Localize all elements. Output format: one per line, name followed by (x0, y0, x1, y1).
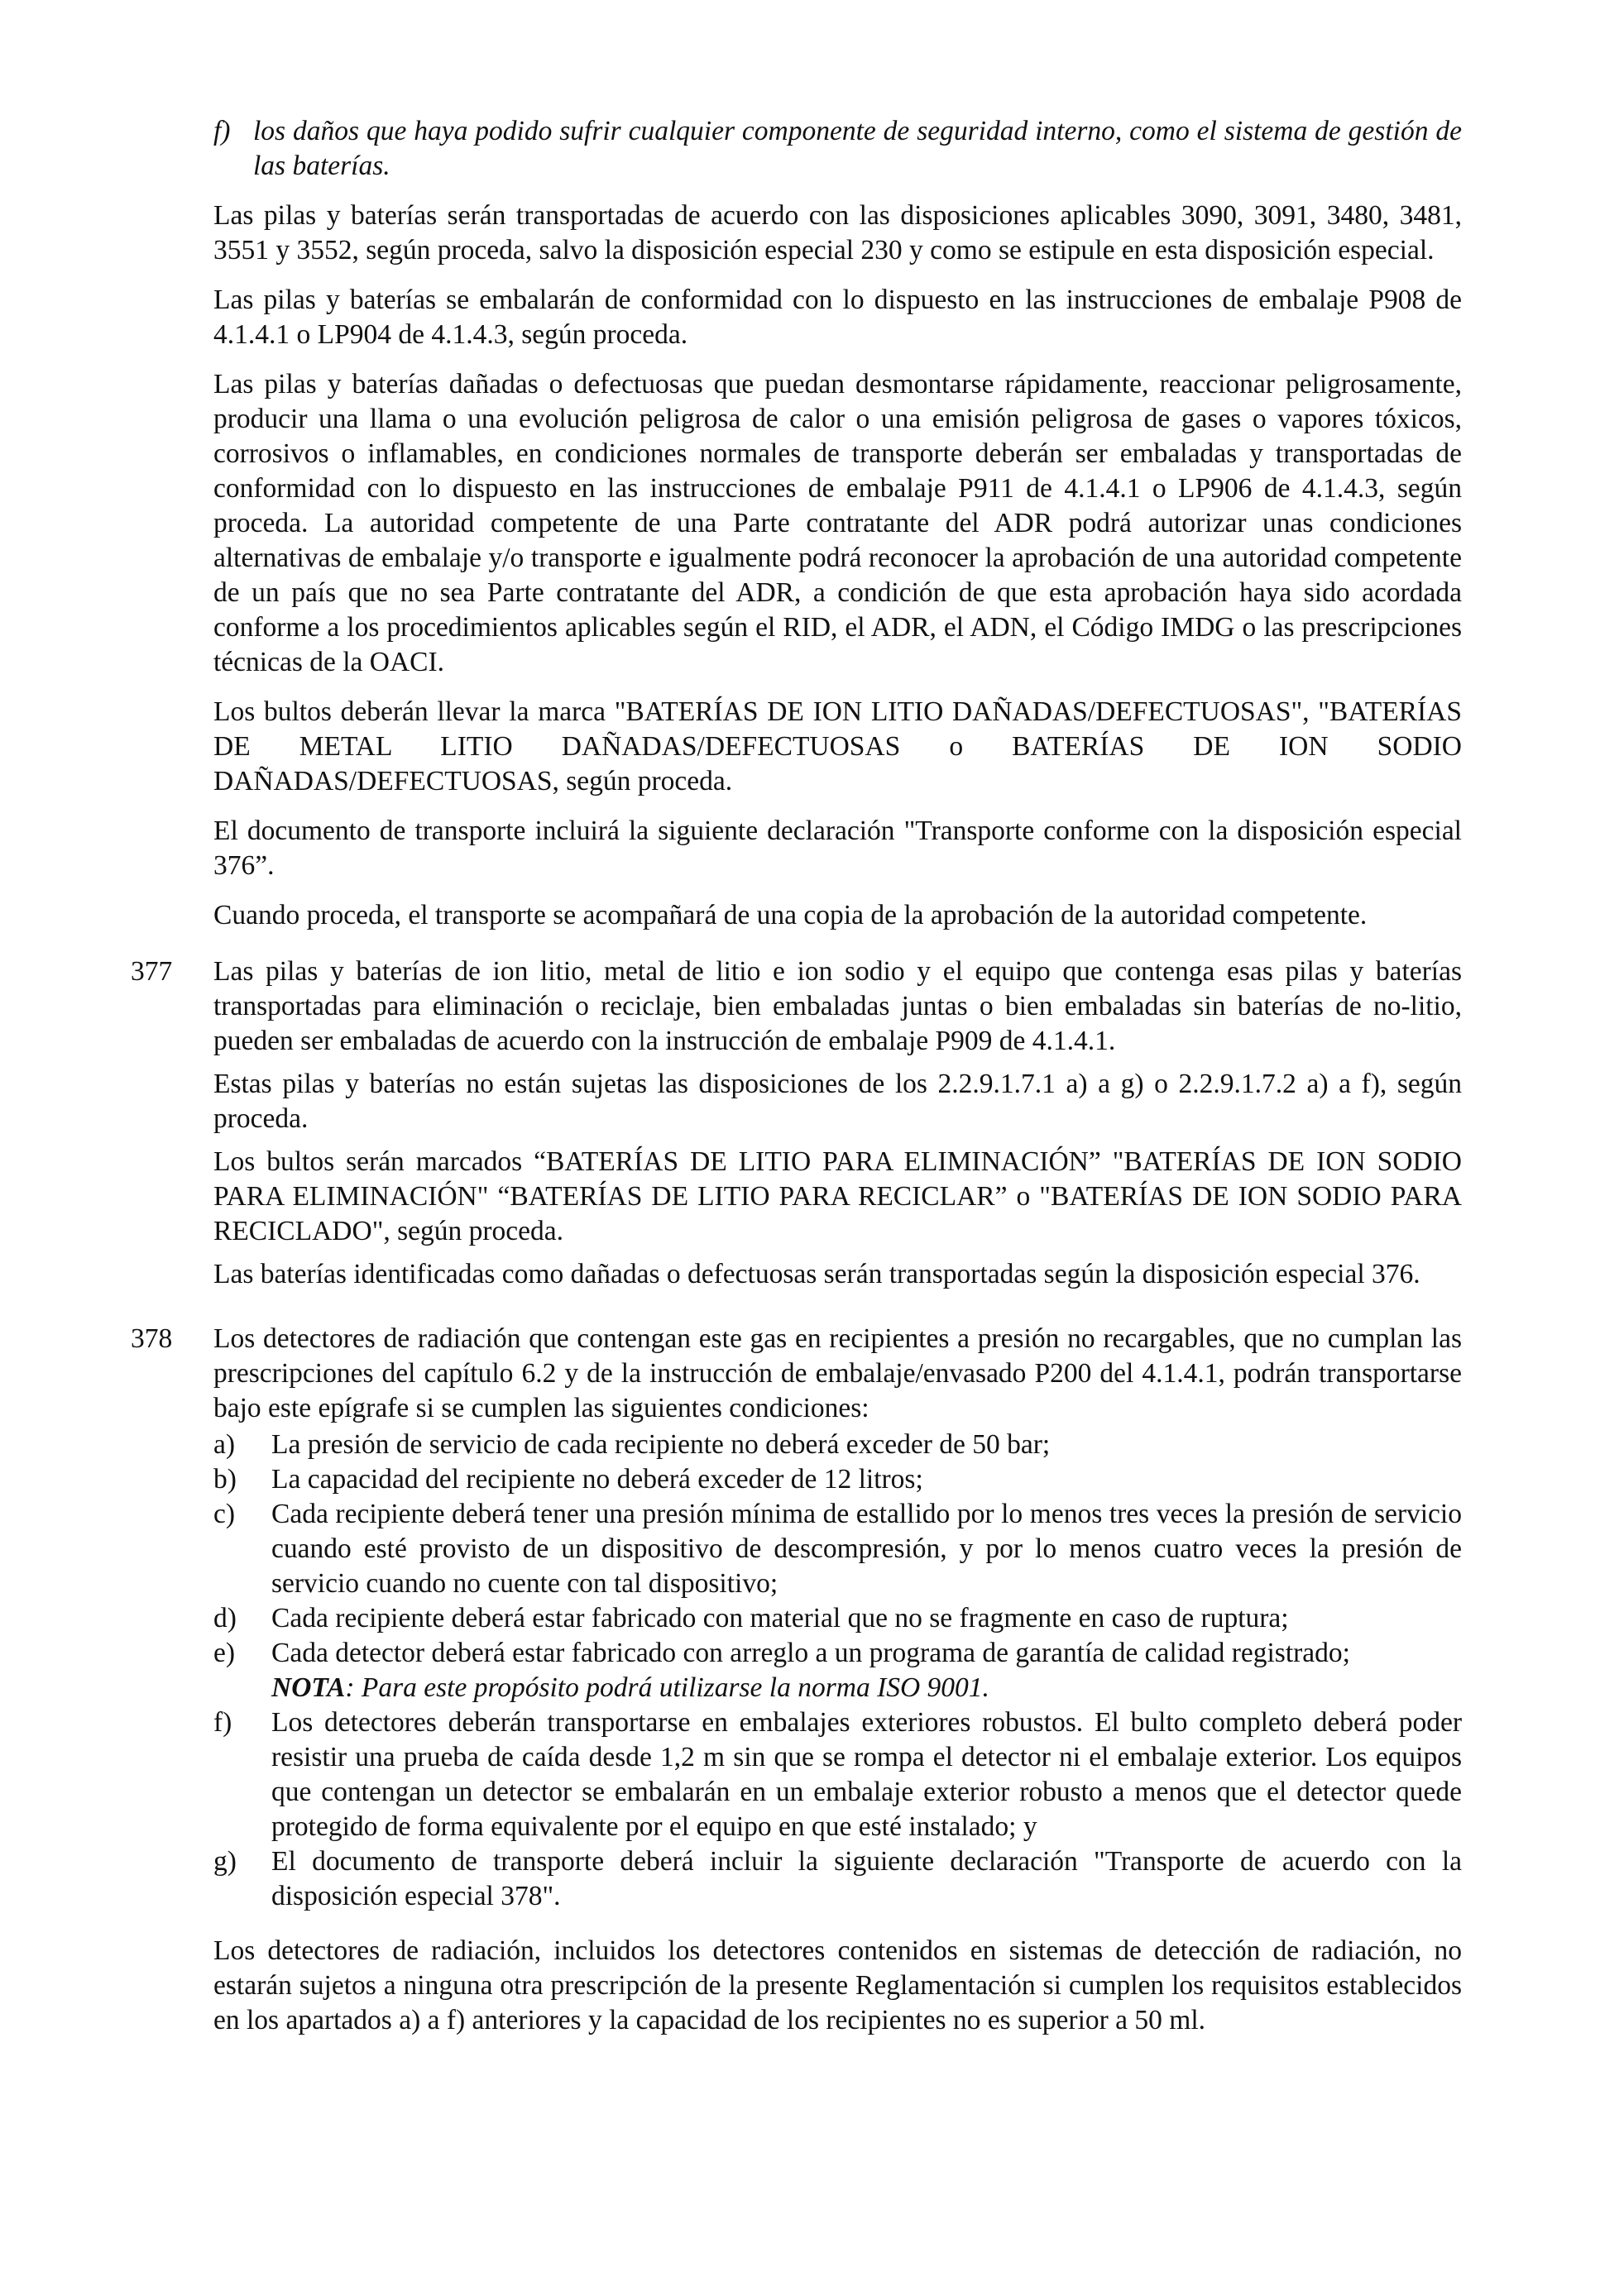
list-item (213, 1497, 1462, 1601)
paragraph: Las pilas y baterías dañadas o defectuosas que puedan desmontarse rápidamente, reaccionar peligrosamente, producir una llama o una evolución peligrosa de calor o una emisión peligrosa de gases o vapores tóxicos, corrosivos o inflamables, en condiciones normales de transporte deberán ser embaladas y transportadas de conformidad con lo dispuesto en las instrucciones de embalaje P911 de 4.1.4.1 o LP906 de 4.1.4.3, según proceda. La autoridad competente de una Parte contratante del ADR podrá autorizar unas condiciones alternativas de embalaje y/o transporte e igualmente podrá reconocer la aprobación de una autoridad competente de un país que no sea Parte contratante del ADR, a condición de que esta aprobación haya sido acordada conforme a los procedimientos aplicables según el RID, el ADR, el ADN, el Código IMDG o las prescripciones técnicas de la OACI. (213, 369, 1462, 677)
list-item (213, 1844, 1462, 1914)
paragraph: Las baterías identificadas como dañadas o defectuosas serán transportadas según la disposición especial 376. (213, 1259, 1420, 1289)
list-item-label: d) (213, 1603, 237, 1634)
paragraph: Las pilas y baterías serán transportadas de acuerdo con las disposiciones aplicables 3090, 3091, 3480, 3481, 3551 y 3552, según proceda, salvo la disposición especial 230 y como se estipule en esta disposición especial. (213, 200, 1462, 265)
list-item-f-top (213, 114, 1462, 184)
list-item-label: b) (213, 1464, 237, 1495)
provision-body (213, 954, 1462, 1300)
list-item (213, 1462, 1462, 1497)
list-item-text: Cada recipiente deberá estar fabricado con material que no se fragmente en caso de ruptura; (271, 1603, 1289, 1634)
list-item (213, 1428, 1462, 1462)
list-item-label: g) (213, 1846, 237, 1877)
list-item-label: f) (213, 116, 231, 146)
list-item-text: El documento de transporte deberá incluir la siguiente declaración "Transporte de acuerdo con la disposición especial 378". (271, 1846, 1462, 1911)
note-label: NOTA (271, 1672, 346, 1703)
list-item-text-group (271, 1636, 1462, 1705)
conditions-list (213, 1428, 1462, 1914)
provision-378 (131, 1322, 1462, 2046)
paragraph: Estas pilas y baterías no están sujetas las disposiciones de los 2.2.9.1.7.1 a) a g) o 2.2.9.1.7.2 a) a f), según proceda. (213, 1069, 1462, 1134)
list-item-label: c) (213, 1499, 236, 1529)
list-item-text: Cada detector deberá estar fabricado con arreglo a un programa de garantía de calidad registrado; (271, 1638, 1350, 1668)
paragraph: Cuando proceda, el transporte se acompañará de una copia de la aprobación de la autoridad competente. (213, 900, 1368, 930)
paragraph: Las pilas y baterías se embalarán de conformidad con lo dispuesto en las instrucciones de embalaje P908 de 4.1.4.1 o LP904 de 4.1.4.3, según proceda. (213, 285, 1462, 350)
list-item (213, 1601, 1462, 1636)
list-item-text: Los detectores deberán transportarse en embalajes exteriores robustos. El bulto completo deberá poder resistir una prueba de caída desde 1,2 m sin que se rompa el detector ni el embalaje exterior. Los equipos que contengan un detector se embalarán en un embalaje exterior robusto a menos que el detector quede protegido de forma equivalente por el equipo en que esté instalado; y (271, 1707, 1462, 1842)
paragraph: Los bultos serán marcados “BATERÍAS DE LITIO PARA ELIMINACIÓN” "BATERÍAS DE ION SODIO PARA ELIMINACIÓN" “BATERÍAS DE LITIO PARA RECICLAR” o "BATERÍAS DE ION SODIO PARA RECICLADO", según proceda. (213, 1146, 1462, 1246)
provision-377 (131, 954, 1462, 1300)
paragraph: Los bultos deberán llevar la marca "BATERÍAS DE ION LITIO DAÑADAS/DEFECTUOSAS", "BATERÍAS DE METAL LITIO DAÑADAS/DEFECTUOSAS o BATERÍAS DE ION SODIO DAÑADAS/DEFECTUOSAS, según proceda. (213, 696, 1462, 796)
note-text: : Para este propósito podrá utilizarse la norma ISO 9001. (345, 1672, 989, 1703)
list-item-label: e) (213, 1638, 236, 1668)
provision-number: 378 (131, 1323, 173, 1354)
list-item (213, 1705, 1462, 1844)
paragraph: Las pilas y baterías de ion litio, metal de litio e ion sodio y el equipo que contenga esas pilas y baterías transportadas para eliminación o reciclaje, bien embaladas juntas o bien embaladas sin baterías de no-litio, pueden ser embaladas de acuerdo con la instrucción de embalaje P909 de 4.1.4.1. (213, 956, 1462, 1056)
list-item-text: Cada recipiente deberá tener una presión mínima de estallido por lo menos tres veces la presión de servicio cuando esté provisto de un dispositivo de descompresión, y por lo menos cuatro veces la presión de servicio cuando no cuente con tal dispositivo; (271, 1499, 1462, 1599)
list-item-text: los daños que haya podido sufrir cualquier componente de seguridad interno, como el sistema de gestión de las baterías. (253, 116, 1462, 181)
provision-number: 377 (131, 956, 173, 987)
list-item (213, 1636, 1462, 1705)
paragraph: Los detectores de radiación que contengan este gas en recipientes a presión no recargables, que no cumplan las prescripciones del capítulo 6.2 y de la instrucción de embalaje/envasado P200 del 4.1.4.1, podrán transportarse bajo este epígrafe si se cumplen las siguientes condiciones: (213, 1323, 1462, 1423)
list-item-label: f) (213, 1707, 232, 1738)
list-item-text: La presión de servicio de cada recipiente no deberá exceder de 50 bar; (271, 1429, 1051, 1460)
provision-body (213, 1322, 1462, 2046)
list-item-text: La capacidad del recipiente no deberá exceder de 12 litros; (271, 1464, 923, 1495)
paragraph: El documento de transporte incluirá la siguiente declaración "Transporte conforme con la disposición especial 376”. (213, 816, 1462, 881)
paragraph: Los detectores de radiación, incluidos los detectores contenidos en sistemas de detección de radiación, no estarán sujetos a ninguna otra prescripción de la presente Reglamentación si cumplen los requisitos establecidos en los apartados a) a f) anteriores y la capacidad de los recipientes no es superior a 50 ml. (213, 1935, 1462, 2035)
list-item-label: a) (213, 1429, 236, 1460)
